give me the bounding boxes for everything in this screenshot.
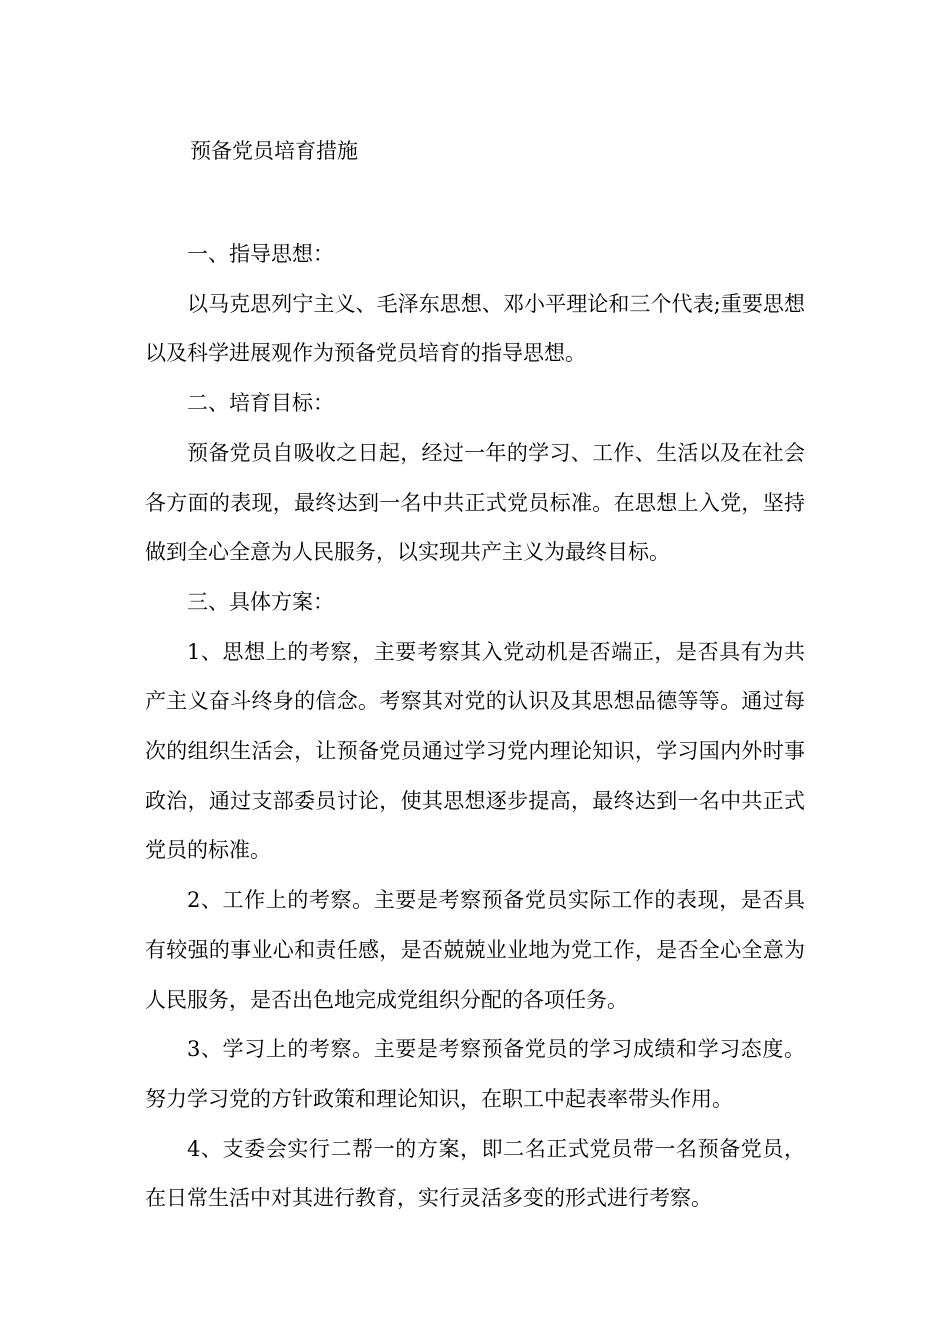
section-heading-cultivation-goal: 二、培育目标： xyxy=(187,391,334,416)
section-heading-specific-plan: 三、具体方案： xyxy=(187,589,334,614)
plan-item-mentoring: 4、支委会实行二帮一的方案，即二名正式党员带一名预备党员，在日常生活中对其进行教育，实行灵活多变的形式进行考察。 xyxy=(145,1136,805,1211)
document-body xyxy=(145,230,805,1224)
plan-item-work: 2、工作上的考察。主要是考察预备党员实际工作的表现，是否具有较强的事业心和责任感，是否兢兢业业地为党工作，是否全心全意为人民服务，是否出色地完成党组织分配的各项任务。 xyxy=(145,888,805,1012)
plan-item-ideological: 1、思想上的考察，主要考察其入党动机是否端正，是否具有为共产主义奋斗终身的信念。考察其对党的认识及其思想品德等等。通过每次的组织生活会，让预备党员通过学习党内理论知识，学习国内外时事政治，通过支部委员讨论，使其思想逐步提高，最终达到一名中共正式党员的标准。 xyxy=(145,639,805,863)
document-title: 预备党员培育措施 xyxy=(190,139,358,163)
plan-item-study: 3、学习上的考察。主要是考察预备党员的学习成绩和学习态度。努力学习党的方针政策和理论知识，在职工中起表率带头作用。 xyxy=(145,1037,805,1111)
section-text-cultivation-goal: 预备党员自吸收之日起，经过一年的学习、工作、生活以及在社会各方面的表现，最终达到一名中共正式党员标准。在思想上入党，坚持做到全心全意为人民服务，以实现共产主义为最终目标。 xyxy=(145,440,805,565)
section-text-guiding-ideology: 以马克思列宁主义、毛泽东思想、邓小平理论和三个代表;重要思想以及科学进展观作为预备党员培育的指导思想。 xyxy=(145,291,805,366)
section-heading-guiding-ideology: 一、指导思想： xyxy=(187,242,334,266)
